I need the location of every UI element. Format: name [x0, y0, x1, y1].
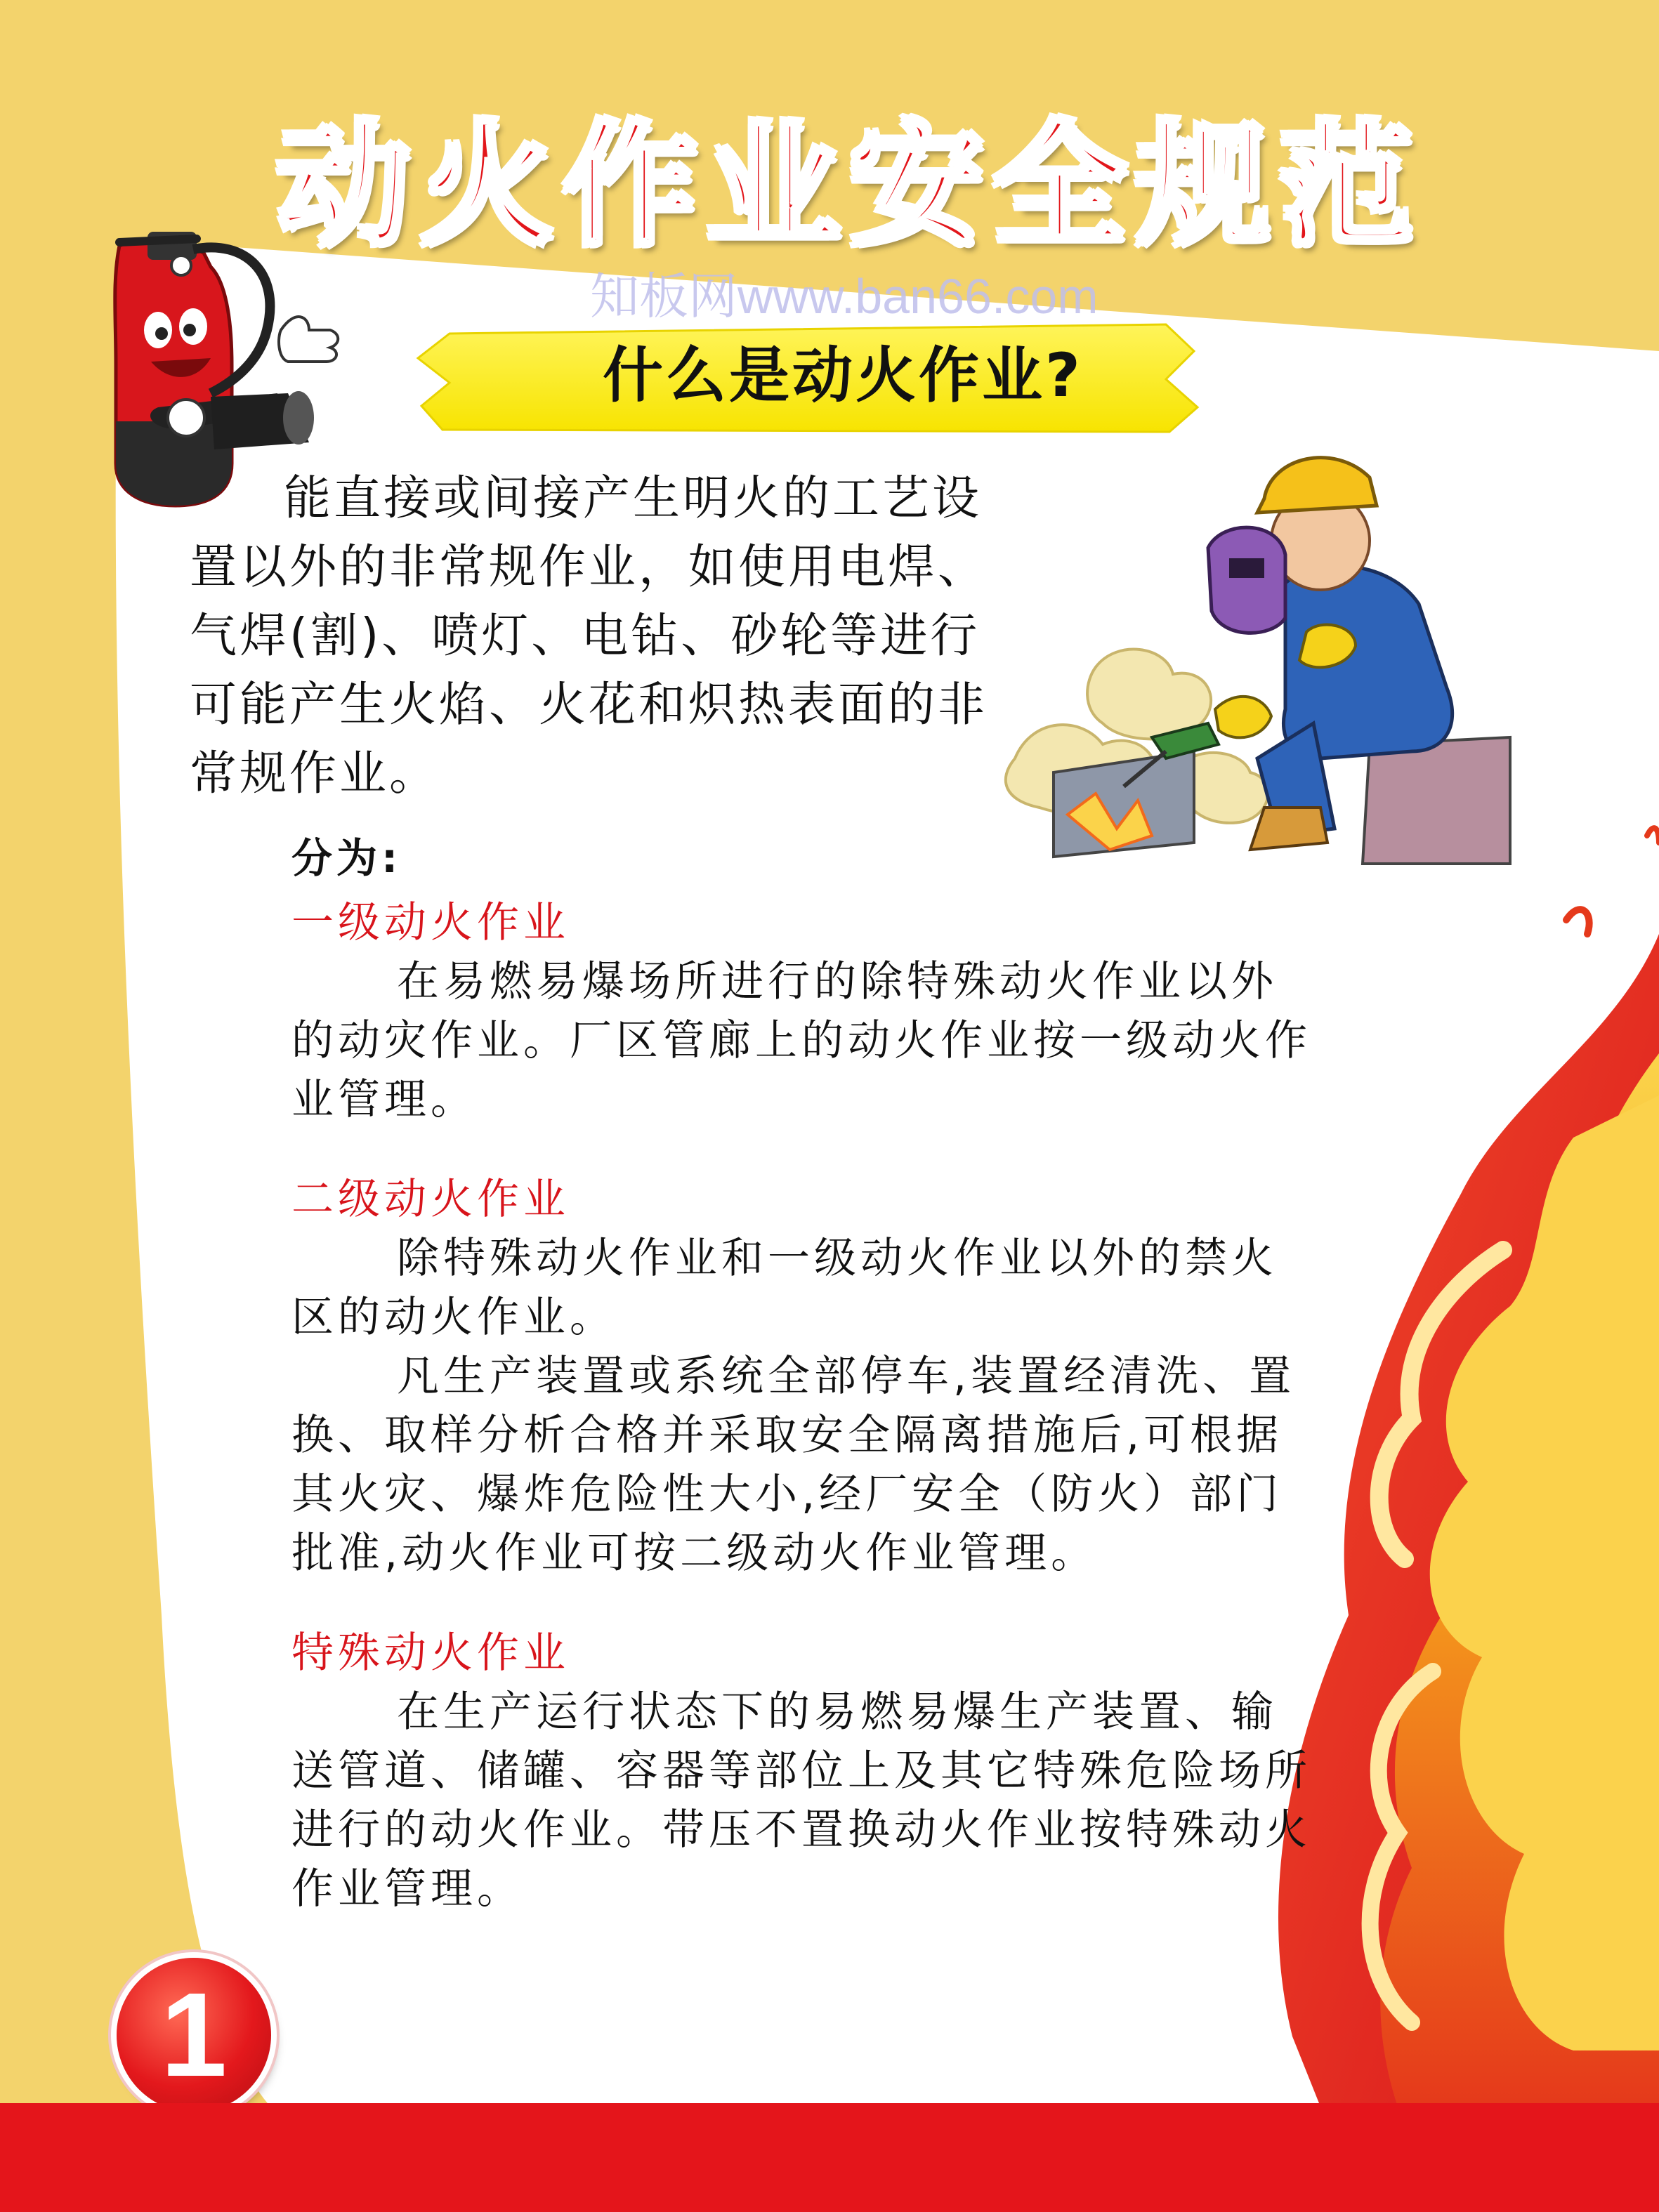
section-heading-special: 特殊动火作业 — [291, 1628, 570, 1678]
categories-section — [291, 829, 1317, 1918]
section-spacer — [291, 1583, 1317, 1624]
subtitle: 什么是动火作业? — [603, 341, 1083, 411]
page-title: 动火作业安全规范 — [276, 108, 1423, 263]
page-number-badge: 1 — [117, 1958, 271, 2112]
section-paragraph: 在生产运行状态下的易燃易爆生产装置、输送管道、储罐、容器等部位上及其它特殊危险场所进行的动火作业。带压不置换动火作业按特殊动火作业管理。 — [291, 1687, 1311, 1914]
section-paragraph: 在易燃易爆场所进行的除特殊动火作业以外的动灾作业。厂区管廊上的动火作业按一级动火作业管理。 — [291, 957, 1311, 1124]
welder-worker-illustration — [1004, 449, 1510, 864]
footer-bar — [0, 2103, 1659, 2212]
section-heading-level2: 二级动火作业 — [291, 1175, 570, 1224]
categories-label: 分为: — [291, 834, 402, 882]
section-spacer — [291, 1129, 1317, 1170]
section-heading-level1: 一级动火作业 — [291, 898, 570, 947]
intro-paragraph: 能直接或间接产生明火的工艺设置以外的非常规作业，如使用电焊、气焊(割)、喷灯、电钻、砂轮等进行可能产生火焰、火花和炽热表面的非常规作业。 — [190, 470, 988, 801]
intro-text-block — [190, 463, 1018, 808]
section-paragraph: 除特殊动火作业和一级动火作业以外的禁火区的动火作业。 — [291, 1234, 1278, 1342]
watermark: 知板网www.ban66.com — [590, 269, 1099, 324]
section-paragraph: 凡生产装置或系统全部停车,装置经清洗、置换、取样分析合格并采取安全隔离措施后,可根据其火灾、爆炸危险性大小,经厂安全（防火）部门批准,动火作业可按二级动火作业管理。 — [291, 1352, 1296, 1578]
